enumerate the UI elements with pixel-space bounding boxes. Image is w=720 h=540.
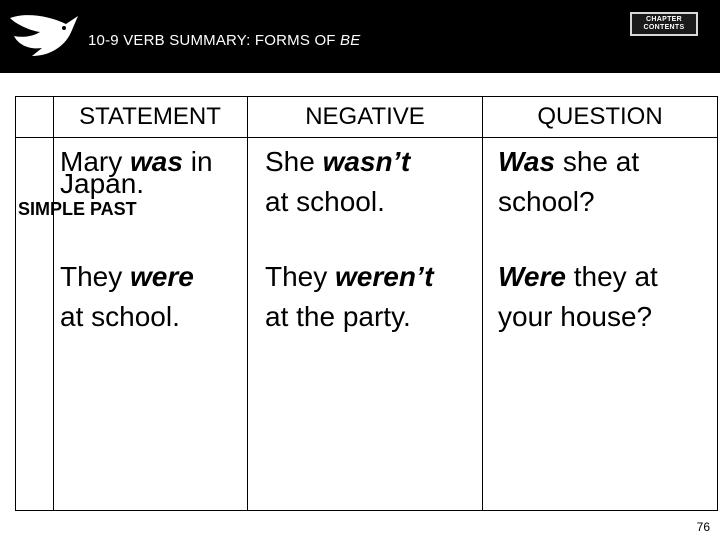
row-label-simple-past: SIMPLE PAST [18, 199, 137, 219]
negative-line1: They weren’t [265, 261, 434, 292]
page-title: 10-9 VERB SUMMARY: FORMS OF BE [88, 32, 361, 49]
table-divider [53, 96, 54, 511]
question-cell [498, 142, 639, 222]
chapter-contents-button[interactable] [630, 12, 698, 36]
negative-cell [265, 257, 434, 337]
question-line1: Were they at [498, 261, 658, 292]
chapter-button-line1: CHAPTER [646, 16, 682, 23]
question-line2: your house? [498, 301, 653, 332]
negative-cell [265, 142, 410, 222]
statement-cell [60, 257, 194, 337]
bird-logo-icon [6, 10, 82, 62]
negative-line1: She wasn’t [265, 146, 411, 177]
statement-line2: Japan. [60, 168, 145, 199]
statement-line1: They were [60, 261, 194, 292]
question-cell [498, 257, 658, 337]
column-header-negative: NEGATIVE [305, 103, 425, 130]
question-line1: Was she at [498, 146, 640, 177]
statement-line1: Mary was in [60, 146, 213, 177]
negative-line2: at the party. [265, 301, 411, 332]
table-divider [247, 96, 248, 511]
statement-cell [60, 142, 213, 204]
question-line2: school? [498, 186, 595, 217]
negative-line2: at school. [265, 186, 385, 217]
table-divider [482, 96, 483, 511]
column-header-statement: STATEMENT [79, 103, 221, 130]
table-divider [15, 137, 718, 138]
page-number: 76 [696, 520, 710, 534]
column-header-question: QUESTION [537, 103, 663, 130]
title-banner [0, 0, 720, 73]
chapter-button-line2: CONTENTS [643, 24, 685, 31]
statement-line2: at school. [60, 301, 180, 332]
